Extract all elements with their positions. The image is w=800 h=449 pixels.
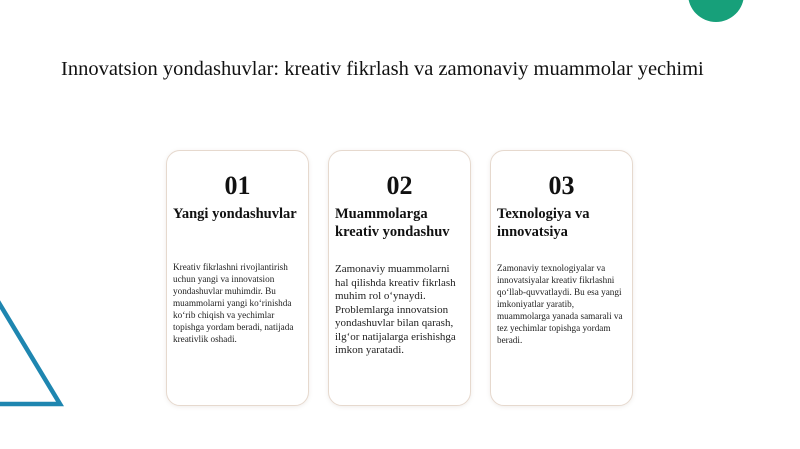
card-number: 03 [548, 171, 575, 200]
card-text: Kreativ fikrlashni rivojlantirish uchun yangi va innovatsion yondashuvlar muhimdir. Bu muammolarni yangi ko‘rinishda ko‘rib chiqish va yechimlar topishga yordam beradi, natijada kreativlik oshadi. [173, 262, 294, 344]
card-number: 02 [386, 171, 413, 200]
card-text: Zamonaviy muammolarni hal qilishda kreativ fikrlash muhim rol o‘ynaydi. Problemlarga innovatsion yondashuvlar bilan qarash, ilg‘or natijalarga erishishga imkon yaratadi. [335, 263, 456, 356]
card-muammolarga-kreativ-yondashuv [328, 150, 471, 406]
card-yangi-yondashuvlar [166, 150, 309, 406]
slide-title: Innovatsion yondashuvlar: kreativ fikrlash va zamonaviy muammolar yechimi [61, 58, 704, 80]
card-texnologiya-va-innovatsiya [490, 150, 633, 406]
decorative-triangle-outline [0, 288, 70, 412]
card-text: Zamonaviy texnologiyalar va innovatsiyalar kreativ fikrlashni qo‘llab-quvvatlaydi. Bu esa yangi imkoniyatlar yaratib, muammolarga yanada samarali va tez yechimlar topishga yordam beradi. [497, 263, 623, 345]
card-heading: Yangi yondashuvlar [173, 206, 297, 222]
card-number: 01 [224, 171, 251, 200]
card-heading: Muammolarga kreativ yondashuv [335, 206, 450, 240]
card-heading: Texnologiya va innovatsiya [497, 206, 590, 240]
decorative-circle [688, 0, 744, 22]
